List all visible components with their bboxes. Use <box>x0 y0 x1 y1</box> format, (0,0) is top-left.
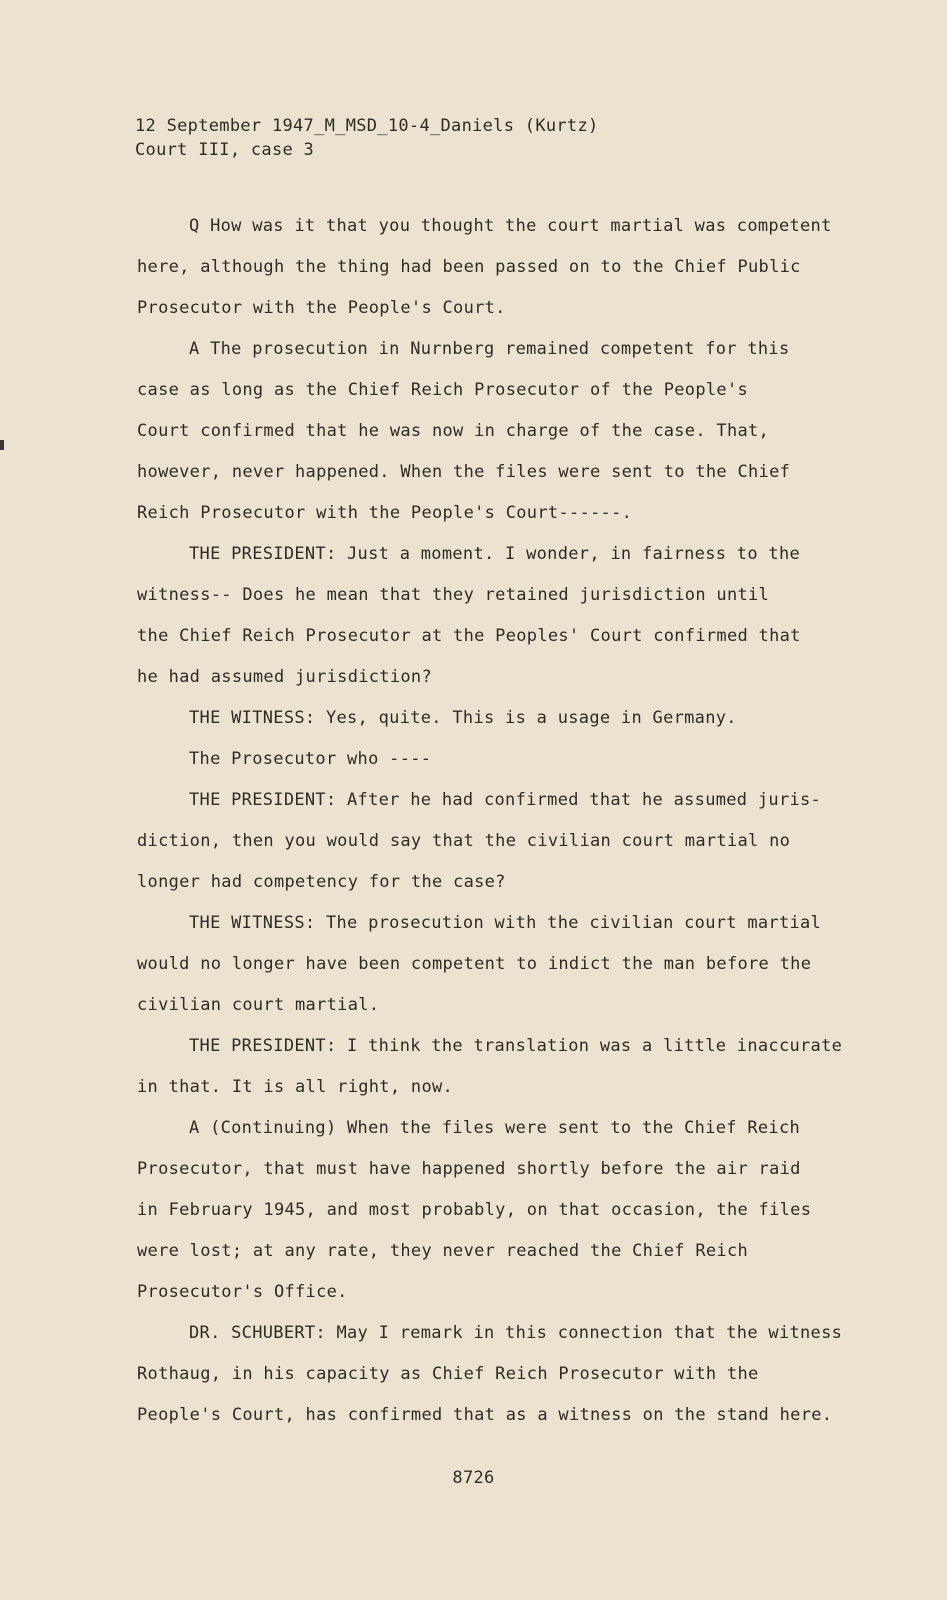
text-line: Reich Prosecutor with the People's Court------. <box>137 503 633 523</box>
text-line: in that. It is all right, now. <box>137 1077 454 1097</box>
text-line: Prosecutor's Office. <box>137 1282 348 1302</box>
text-line: were lost; at any rate, they never reached the Chief Reich <box>137 1241 749 1261</box>
text-line: Prosecutor with the People's Court. <box>137 298 506 318</box>
text-line: Q How was it that you thought the court martial was competent <box>189 216 832 236</box>
text-line: witness-- Does he mean that they retained jurisdiction until <box>137 585 770 605</box>
text-line: THE PRESIDENT: I think the translation was a little inaccurate <box>189 1036 843 1056</box>
text-line: People's Court, has confirmed that as a witness on the stand here. <box>137 1405 833 1425</box>
text-line: however, never happened. When the files were sent to the Chief <box>137 462 791 482</box>
text-line: A (Continuing) When the files were sent to the Chief Reich <box>189 1118 801 1138</box>
text-line: in February 1945, and most probably, on that occasion, the files <box>137 1200 812 1220</box>
header-date-line: 12 September 1947_M_MSD_10-4_Daniels (Kurtz) <box>135 116 599 136</box>
text-line: case as long as the Chief Reich Prosecutor of the People's <box>137 380 749 400</box>
text-line: Court confirmed that he was now in charge of the case. That, <box>137 421 770 441</box>
text-line: THE WITNESS: Yes, quite. This is a usage in Germany. <box>189 708 737 728</box>
text-line: he had assumed jurisdiction? <box>137 667 432 687</box>
text-line: THE PRESIDENT: Just a moment. I wonder, in fairness to the <box>189 544 801 564</box>
page-number: 8726 <box>452 1468 495 1488</box>
text-line: THE WITNESS: The prosecution with the civilian court martial <box>189 913 822 933</box>
text-line: THE PRESIDENT: After he had confirmed that he assumed juris- <box>189 790 822 810</box>
text-line: diction, then you would say that the civilian court martial no <box>137 831 791 851</box>
text-line: The Prosecutor who ---- <box>189 749 432 769</box>
text-line: the Chief Reich Prosecutor at the Peoples' Court confirmed that <box>137 626 801 646</box>
text-line: would no longer have been competent to indict the man before the <box>137 954 812 974</box>
transcript-header <box>135 114 599 162</box>
text-line: civilian court martial. <box>137 995 380 1015</box>
text-line: Rothaug, in his capacity as Chief Reich Prosecutor with the <box>137 1364 759 1384</box>
text-line: A The prosecution in Nurnberg remained competent for this <box>189 339 790 359</box>
header-court-line: Court III, case 3 <box>135 140 315 160</box>
text-line: DR. SCHUBERT: May I remark in this connection that the witness <box>189 1323 843 1343</box>
text-line: Prosecutor, that must have happened shortly before the air raid <box>137 1159 801 1179</box>
text-line: here, although the thing had been passed on to the Chief Public <box>137 257 801 277</box>
margin-mark <box>0 440 4 450</box>
transcript-body <box>137 206 857 1436</box>
text-line: longer had competency for the case? <box>137 872 506 892</box>
